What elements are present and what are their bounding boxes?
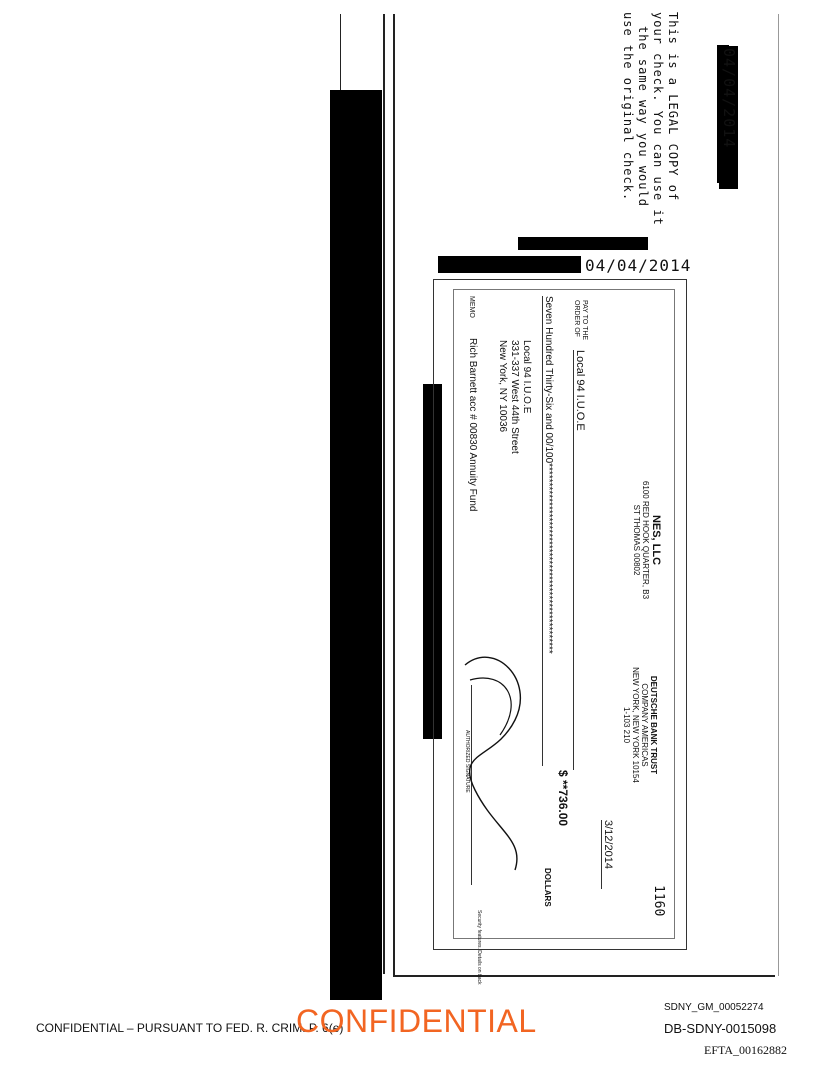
pay-to-label-2: ORDER OF bbox=[573, 300, 580, 337]
right-border-line bbox=[778, 14, 779, 976]
top-date bbox=[720, 48, 738, 148]
amount: $ **736.00 bbox=[556, 770, 570, 827]
bank-line-3: NEW YORK, NEW YORK 10154 bbox=[631, 667, 640, 783]
amount-words: Seven Hundred Thirty-Six and 00/100************************************************* bbox=[542, 296, 554, 766]
confidential-stamp: CONFIDENTIAL bbox=[296, 1003, 537, 1039]
payer-name: NES, LLC bbox=[650, 514, 662, 566]
bates-number-2: DB-SDNY-0015098 bbox=[664, 1021, 777, 1036]
memo-label: MEMO bbox=[468, 296, 475, 318]
payee-address-2: 331-337 West 44th Street bbox=[509, 340, 520, 454]
redaction-item-2 bbox=[438, 256, 581, 273]
payer-address-1: 6100 RED HOOK QUARTER, B3 bbox=[641, 480, 650, 600]
check-date: 3/12/2014 bbox=[601, 820, 614, 889]
legal-line-3: the same way you would bbox=[636, 26, 650, 207]
legal-line-2: your check. You can use it bbox=[651, 12, 665, 226]
item-date bbox=[585, 256, 691, 275]
bank-line-2: COMPANY AMERICAS bbox=[640, 683, 649, 767]
dollars-label: DOLLARS bbox=[543, 868, 552, 907]
left-border-line-2 bbox=[383, 14, 385, 974]
pay-to-label-1: PAY TO THE bbox=[581, 300, 588, 341]
memo-text: Rich Barnett acc # 00830 Annuity Fund bbox=[467, 338, 478, 512]
signature-label: AUTHORIZED SIGNATURE bbox=[464, 730, 470, 793]
bottom-border-line bbox=[393, 975, 775, 977]
pay-to-label bbox=[572, 300, 588, 340]
left-border-line-3 bbox=[393, 14, 395, 976]
legal-line-4: use the original check. bbox=[621, 12, 635, 202]
payee-name: Local 94 I.U.O.E bbox=[573, 350, 586, 770]
redaction-left-bar bbox=[330, 90, 382, 1000]
legal-notice bbox=[620, 12, 680, 226]
payee-address bbox=[496, 340, 532, 454]
security-note: Security features. Details on back bbox=[476, 910, 482, 985]
payee-address-3: New York, NY 10036 bbox=[497, 340, 508, 433]
payer-address-2: ST THOMAS 00802 bbox=[632, 504, 641, 576]
redaction-item-1 bbox=[518, 237, 648, 250]
bates-number-3: EFTA_00162882 bbox=[704, 1043, 788, 1057]
bank-routing: 1-103 210 bbox=[622, 706, 631, 744]
bank-block bbox=[622, 650, 658, 800]
footer-confidential-note: CONFIDENTIAL – PURSUANT TO FED. R. CRIM. P. 6(e) bbox=[36, 1021, 344, 1035]
payer-block bbox=[632, 470, 662, 610]
item-date-text: 04/04/2014 bbox=[585, 256, 692, 275]
bates-number-1: SDNY_GM_00052274 bbox=[664, 1002, 764, 1013]
check-number: 1160 bbox=[651, 885, 666, 917]
bank-name: DEUTSCHE BANK TRUST bbox=[649, 675, 658, 775]
top-date-text: 04/04/2014 bbox=[720, 48, 738, 149]
payee-address-1: Local 94 I.U.O.E bbox=[521, 340, 532, 414]
signature-scribble bbox=[455, 640, 545, 880]
legal-line-1: This is a LEGAL COPY of bbox=[666, 12, 680, 202]
